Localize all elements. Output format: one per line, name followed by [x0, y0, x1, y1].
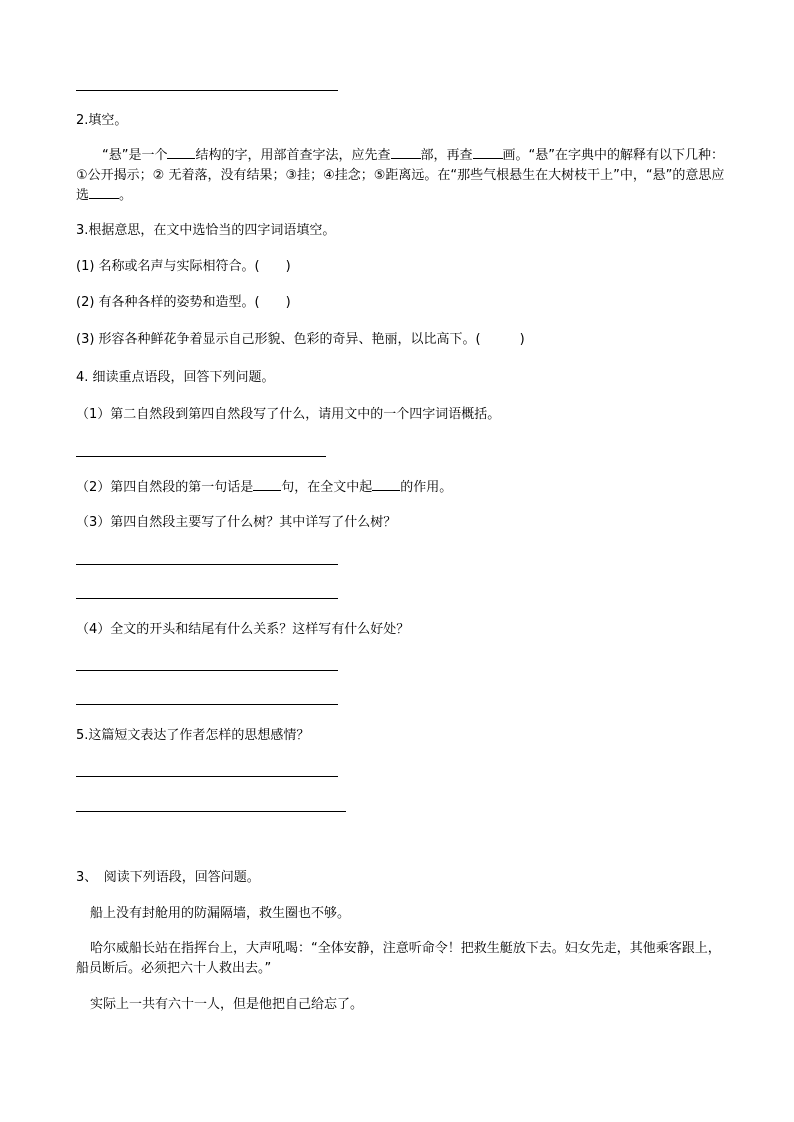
q4-sub3: （3）第四自然段主要写了什么树？其中详写了什么树？ — [76, 515, 397, 530]
q2-label: 2.填空。 — [76, 113, 128, 128]
q4-sub4-answer-line-1[interactable] — [76, 670, 338, 671]
q2-text-5: 。 — [119, 188, 133, 203]
q3-item-1: (1) 名称或名声与实际相符合。( ) — [76, 259, 291, 274]
q4-sub2-text-3: 的作用。 — [400, 480, 453, 495]
q2-blank-structure[interactable] — [167, 146, 195, 159]
q4-sub4: （4）全文的开头和结尾有什么关系？这样写有什么好处？ — [76, 622, 410, 637]
q2-blank-radical[interactable] — [391, 146, 421, 159]
section3-paragraph-2: 哈尔威船长站在指挥台上，大声吼喝：“全体安静，注意听命令！把救生艇放下去。妇女先走，其他乘客跟上，船员断后。必须把六十人救出去。” — [76, 941, 721, 976]
q2-text-4: 画。“悬”在字典中的解释有以下几种：①公开揭示；② 无着落，没有结果；③挂；④挂念；⑤距离远。在“那些气根悬生在大树枝干上”中，“悬”的意思应选 — [76, 148, 725, 203]
section3-paragraph-3: 实际上一共有六十一人，但是他把自己给忘了。 — [90, 997, 364, 1012]
q4-blank-sentence-type[interactable] — [253, 478, 281, 491]
q4-label: 4. 细读重点语段，回答下列问题。 — [76, 370, 275, 385]
q3-label: 3.根据意思，在文中选恰当的四字词语填空。 — [76, 223, 336, 238]
q3-item-3: (3) 形容各种鲜花争着显示自己形貌、色彩的奇异、艳丽，以比高下。( ) — [76, 332, 525, 347]
q4-sub3-answer-line-1[interactable] — [76, 564, 338, 565]
q5-answer-line-1[interactable] — [76, 776, 338, 777]
q4-sub4-answer-line-2[interactable] — [76, 704, 338, 705]
q2-blank-meaning[interactable] — [89, 186, 119, 199]
q4-sub2-text-1: （2）第四自然段的第一句话是 — [76, 480, 254, 495]
section3-paragraph-1: 船上没有封舱用的防漏隔墙，救生圈也不够。 — [90, 906, 351, 921]
q4-sub2-text-2: 句，在全文中起 — [281, 480, 373, 495]
q4-sub3-answer-line-2[interactable] — [76, 598, 338, 599]
q2-text-1: “悬”是一个 — [102, 148, 168, 163]
q2-text-3: 部，再查 — [420, 148, 473, 163]
q2-blank-strokes[interactable] — [473, 146, 503, 159]
q5-label: 5.这篇短文表达了作者怎样的思想感情？ — [76, 728, 310, 743]
q2-paragraph — [76, 146, 726, 206]
answer-line-top — [76, 90, 338, 91]
q4-sub1: （1）第二自然段到第四自然段写了什么，请用文中的一个四字词语概括。 — [76, 407, 501, 422]
q4-sub1-answer-line[interactable] — [76, 456, 326, 457]
q5-answer-line-2[interactable] — [76, 811, 346, 812]
q4-blank-function[interactable] — [372, 478, 400, 491]
q2-text-2: 结构的字，用部首查字法，应先查 — [195, 148, 391, 163]
section3-heading: 3、 阅读下列语段，回答问题。 — [76, 870, 260, 885]
q4-sub2 — [76, 478, 452, 497]
q3-item-2: (2) 有各种各样的姿势和造型。( ) — [76, 295, 291, 310]
